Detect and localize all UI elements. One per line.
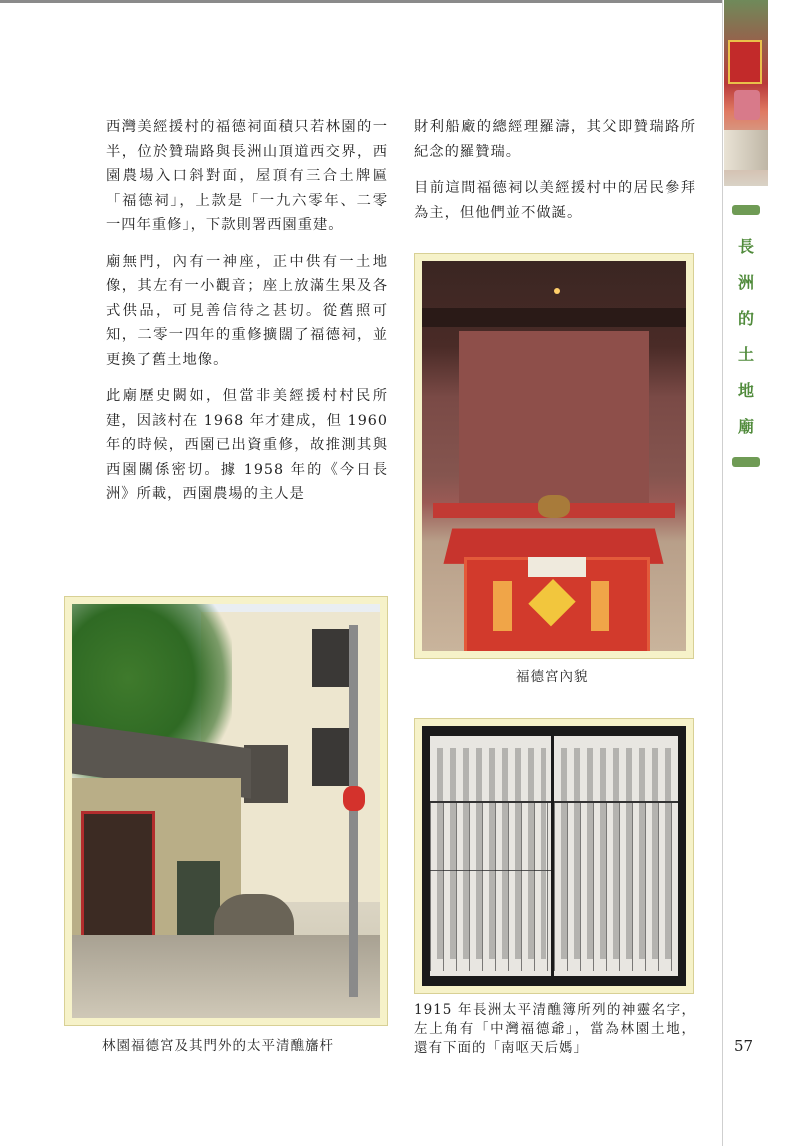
page-number: 57	[734, 1037, 754, 1055]
temple-interior-photo	[422, 261, 686, 651]
side-margin-rule	[722, 0, 723, 1146]
festival-ledger-photo	[422, 726, 686, 986]
interior-caption: 福德宮內貌	[516, 669, 589, 685]
temple-exterior-photo	[72, 604, 380, 1018]
left-text-column	[106, 115, 388, 519]
title-bracket-top	[732, 205, 760, 215]
body-paragraph: 目前這間福德祠以美經援村中的居民參拜為主，但他們並不做誕。	[414, 180, 696, 221]
body-paragraph: 廟無門，內有一神座，正中供有一土地像，其左有一小觀音；座上放滿生果及各式供品，可見善信待之甚切。從舊照可知，二零一四年的重修擴闊了福德祠，並更換了舊土地像。	[106, 253, 388, 368]
section-vertical-title	[728, 205, 764, 467]
section-title-char: 長	[737, 237, 754, 256]
section-title-char: 洲	[737, 273, 754, 292]
section-title-char: 地	[737, 381, 754, 400]
section-title-char: 土	[737, 345, 754, 364]
corner-thumbnail-image	[724, 0, 768, 186]
body-paragraph: 此廟歷史闕如，但當非美經援村村民所建，因該村在 1968 年才建成，但 1960 年的時候，西園已出資重修，故推測其與西園關係密切。據 1958 年的《今日長洲》所載，西園農場的主人是	[106, 388, 388, 502]
ledger-caption: 1915 年長洲太平清醮簿所列的神靈名字，左上角有「中灣福德爺」，當為林園土地，還有下面的「南呕天后媽」	[414, 1002, 696, 1056]
interior-photo-frame	[414, 253, 694, 659]
body-paragraph: 西灣美經援村的福德祠面積只若林園的一半，位於贊瑞路與長洲山頂道西交界，西園農場入口斜對面，屋頂有三合土牌匾「福德祠」，上款是「一九六零年、二零一四年重修」，下款則署西園重建。	[106, 119, 388, 233]
right-text-column	[414, 115, 696, 237]
body-paragraph: 財利船廠的總經理羅濤，其父即贊瑞路所紀念的羅贊瑞。	[414, 119, 696, 160]
exterior-photo-frame	[64, 596, 388, 1026]
ledger-photo-frame	[414, 718, 694, 994]
section-title-char: 廟	[737, 417, 754, 436]
exterior-caption: 林園福德宮及其門外的太平清醮旛杆	[102, 1038, 334, 1054]
section-title-char: 的	[737, 309, 754, 328]
top-rule	[0, 0, 722, 3]
title-bracket-bottom	[732, 457, 760, 467]
